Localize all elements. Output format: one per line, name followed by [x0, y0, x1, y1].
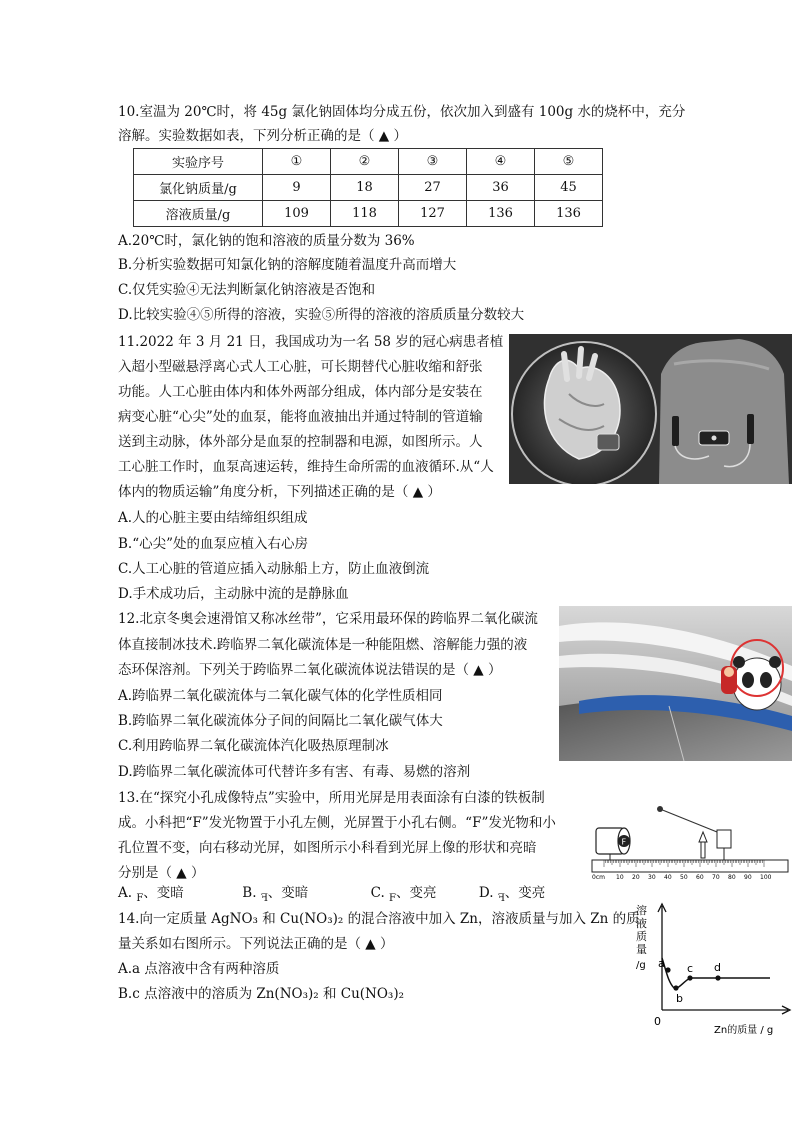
- solution-mass-graph: [628, 900, 792, 1040]
- q13-option-a: A. F、变暗: [118, 884, 238, 908]
- col-header: ④: [467, 149, 535, 175]
- object-f-label: F: [621, 837, 627, 847]
- q13-option-c: C. F、变亮: [371, 884, 475, 908]
- q14-option-a: A.a 点溶液中含有两种溶质: [118, 961, 280, 977]
- table-row: [134, 201, 603, 227]
- q12-stem-line: 态环保溶剂。下列关于跨临界二氧化碳流体说法错误的是（ ▲ ）: [118, 662, 502, 678]
- table-cell: 109: [263, 201, 331, 227]
- y-axis-unit: /g: [636, 960, 646, 971]
- col-header: ⑤: [535, 149, 603, 175]
- table-cell: 18: [331, 175, 399, 201]
- image-glyph: F: [260, 892, 268, 904]
- q11-stem-line: 入超小型磁悬浮离心式人工心脏，可长期替代心脏收缩和舒张: [118, 359, 483, 375]
- image-glyph: F: [136, 892, 144, 904]
- image-glyph: F: [497, 892, 505, 904]
- ruler-label: 40: [664, 874, 672, 880]
- origin-label: 0: [654, 1015, 661, 1028]
- q14-option-b: B.c 点溶液中的溶质为 Zn(NO₃)₂ 和 Cu(NO₃)₂: [118, 986, 405, 1002]
- pinhole-apparatus-figure: [590, 796, 790, 880]
- table-cell: 136: [467, 201, 535, 227]
- point-c: [687, 975, 692, 980]
- q12-stem-line: 体直接制冰技术.跨临界二氧化碳流体是一种能阻燃、溶解能力强的液: [118, 637, 528, 653]
- q11-option-a: A.人的心脏主要由结缔组织组成: [118, 510, 308, 526]
- ruler-label: 50: [680, 874, 688, 880]
- q10-data-table: [133, 148, 603, 227]
- q12-option-a: A.跨临界二氧化碳流体与二氧化碳气体的化学性质相同: [118, 688, 443, 704]
- q11-stem-line: 送到主动脉，体外部分是血泵的控制器和电源，如图所示。人: [118, 434, 483, 450]
- row-header: 溶液质量/g: [134, 201, 263, 227]
- ruler-label: 10: [616, 874, 624, 880]
- q10-stem-line1: 10.室温为 20℃时，将 45g 氯化钠固体均分成五份，依次加入到盛有 100g 水的烧杯中，充分: [118, 104, 686, 120]
- point-b-label: b: [676, 992, 683, 1005]
- ruler-label: 60: [696, 874, 704, 880]
- ruler-label: 20: [632, 874, 640, 880]
- q12-stem-line: 12.北京冬奥会速滑馆又称冰丝带”，它采用最环保的跨临界二氧化碳流: [118, 611, 538, 627]
- ruler-label: 100: [760, 874, 772, 880]
- y-axis-label-char: 量: [636, 943, 647, 956]
- speed-skating-oval-photo: [559, 606, 792, 761]
- q11-stem-line: 体内的物质运输”角度分析，下列描述正确的是（ ▲ ）: [118, 484, 441, 500]
- table-cell: 127: [399, 201, 467, 227]
- point-a-label: a: [658, 957, 665, 970]
- q10-option-a: A.20℃时，氯化钠的饱和溶液的质量分数为 36%: [118, 233, 415, 249]
- ruler-label: 30: [648, 874, 656, 880]
- table-cell: 36: [467, 175, 535, 201]
- q13-stem-line: 孔位置不变，向右移动光屏，如图所示小科看到光屏上像的形状和亮暗: [118, 840, 537, 856]
- table-cell: 45: [535, 175, 603, 201]
- q10-option-d: D.比较实验④⑤所得的溶液，实验⑤所得的溶液的溶质质量分数较大: [118, 307, 525, 323]
- table-cell: 9: [263, 175, 331, 201]
- q12-option-c: C.利用跨临界二氧化碳流体汽化吸热原理制冰: [118, 738, 389, 754]
- ruler-label: 0cm: [592, 874, 605, 880]
- table-cell: 136: [535, 201, 603, 227]
- table-cell: 118: [331, 201, 399, 227]
- image-glyph: F: [389, 892, 396, 904]
- col-header: ①: [263, 149, 331, 175]
- q12-option-b: B.跨临界二氧化碳流体分子间的间隔比二氧化碳气体大: [118, 713, 443, 729]
- q11-option-c: C.人工心脏的管道应插入动脉船上方，防止血液倒流: [118, 561, 430, 577]
- point-a: [665, 967, 670, 972]
- q13-stem-line: 成。小科把“F”发光物置于小孔左侧，光屏置于小孔右侧。“F”发光物和小: [118, 815, 556, 831]
- q10-option-c: C.仅凭实验④无法判断氯化钠溶液是否饱和: [118, 282, 376, 298]
- point-d: [715, 975, 720, 980]
- y-axis-label-char: 溶: [636, 904, 647, 917]
- q11-option-b: B.“心尖”处的血泵应植入右心房: [118, 536, 309, 552]
- ruler-label: 90: [744, 874, 752, 880]
- q10-option-b: B.分析实验数据可知氯化钠的溶解度随着温度升高而增大: [118, 257, 457, 273]
- q13-stem-line: 分别是（ ▲ ）: [118, 865, 205, 881]
- y-axis-label-char: 液: [636, 917, 647, 930]
- table-row: [134, 149, 603, 175]
- y-axis-label-char: 质: [636, 930, 647, 943]
- col-header: ③: [399, 149, 467, 175]
- q11-stem-line: 11.2022 年 3 月 21 日，我国成功为一名 58 岁的冠心病患者植: [118, 334, 504, 350]
- q11-stem-line: 病变心脏“心尖”处的血泵，能将血液抽出并通过特制的管道输: [118, 409, 483, 425]
- col-header: ②: [331, 149, 399, 175]
- row-header: 氯化钠质量/g: [134, 175, 263, 201]
- point-d-label: d: [714, 961, 721, 974]
- q11-stem-line: 功能。人工心脏由体内和体外两部分组成，体内部分是安装在: [118, 384, 483, 400]
- row-header: 实验序号: [134, 149, 263, 175]
- q13-options: [118, 884, 545, 908]
- table-row: [134, 175, 603, 201]
- q11-option-d: D.手术成功后，主动脉中流的是静脉血: [118, 586, 349, 602]
- q14-stem-line1: 14.向一定质量 AgNO₃ 和 Cu(NO₃)₂ 的混合溶液中加入 Zn，溶液质量与加入 Zn 的质: [118, 911, 640, 927]
- x-axis-label: Zn的质量 / g: [714, 1025, 774, 1036]
- table-cell: 27: [399, 175, 467, 201]
- q13-stem-line: 13.在“探究小孔成像特点”实验中，所用光屏是用表面涂有白漆的铁板制: [118, 790, 545, 806]
- q10-stem-line2: 溶解。实验数据如表，下列分析正确的是（ ▲ ）: [118, 128, 407, 144]
- ruler-label: 80: [728, 874, 736, 880]
- q13-option-d: D. F、变亮: [479, 884, 545, 908]
- artificial-heart-photo: [509, 334, 792, 484]
- q14-stem-line2: 量关系如右图所示。下列说法正确的是（ ▲ ）: [118, 936, 394, 952]
- q11-stem-line: 工心脏工作时，血泵高速运转，维持生命所需的血液循环.从“人: [118, 459, 494, 475]
- point-b: [673, 985, 678, 990]
- ruler-label: 70: [712, 874, 720, 880]
- point-c-label: c: [687, 962, 694, 975]
- q13-option-b: B. F、变暗: [242, 884, 366, 908]
- ruler-labels: [592, 874, 772, 880]
- q12-option-d: D.跨临界二氧化碳流体可代替许多有害、有毒、易燃的溶剂: [118, 764, 471, 780]
